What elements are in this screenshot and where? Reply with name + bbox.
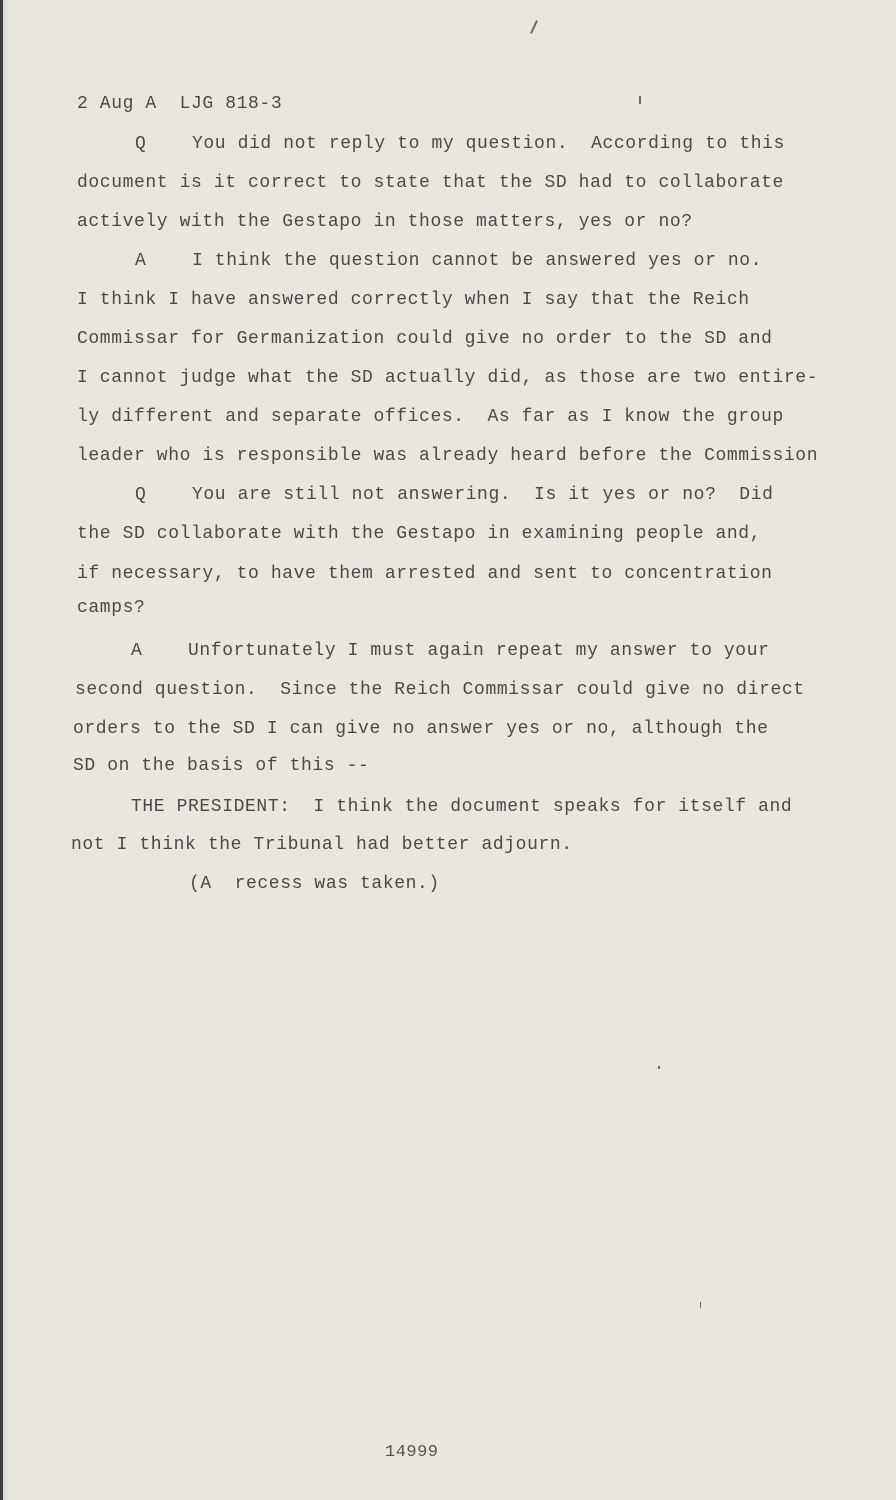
transcript-line: ly different and separate offices. As far as I know the group [77,407,784,427]
transcript-line: leader who is responsible was already heard before the Commission [77,446,819,466]
transcript-line: A Unfortunately I must again repeat my answer to your [131,641,770,661]
transcript-line: A I think the question cannot be answered yes or no. [135,251,763,271]
transcript-line: I cannot judge what the SD actually did, as those are two entire- [77,368,819,388]
transcript-line: if necessary, to have them arrested and sent to concentration [77,564,773,584]
transcript-line: orders to the SD I can give no answer yes or no, although the [73,719,769,739]
transcript-line: the SD collaborate with the Gestapo in examining people and, [77,524,762,544]
transcript-line: document is it correct to state that the SD had to collaborate [77,173,784,193]
transcript-line: Q You are still not answering. Is it yes or no? Did [135,485,774,505]
transcript-line: Q You did not reply to my question. According to this [135,134,785,154]
page-number: 14999 [385,1443,439,1462]
paper-mark [658,1066,660,1069]
page-edge-shadow [3,0,9,1500]
transcript-line: SD on the basis of this -- [73,756,370,776]
transcript-line: Commissar for Germanization could give no order to the SD and [77,329,773,349]
transcript-line: THE PRESIDENT: I think the document speaks for itself and [131,797,793,817]
transcript-line: camps? [77,598,146,618]
paper-mark [530,20,538,34]
transcript-line: I think I have answered correctly when I say that the Reich [77,290,750,310]
transcript-line: (A recess was taken.) [189,874,440,894]
transcript-line: actively with the Gestapo in those matters, yes or no? [77,212,693,232]
paper-mark [700,1302,701,1308]
document-header: 2 Aug A LJG 818-3 [77,94,283,114]
transcript-line: second question. Since the Reich Commissar could give no direct [75,680,805,700]
transcript-line: not I think the Tribunal had better adjourn. [71,835,573,855]
paper-mark [639,96,641,104]
